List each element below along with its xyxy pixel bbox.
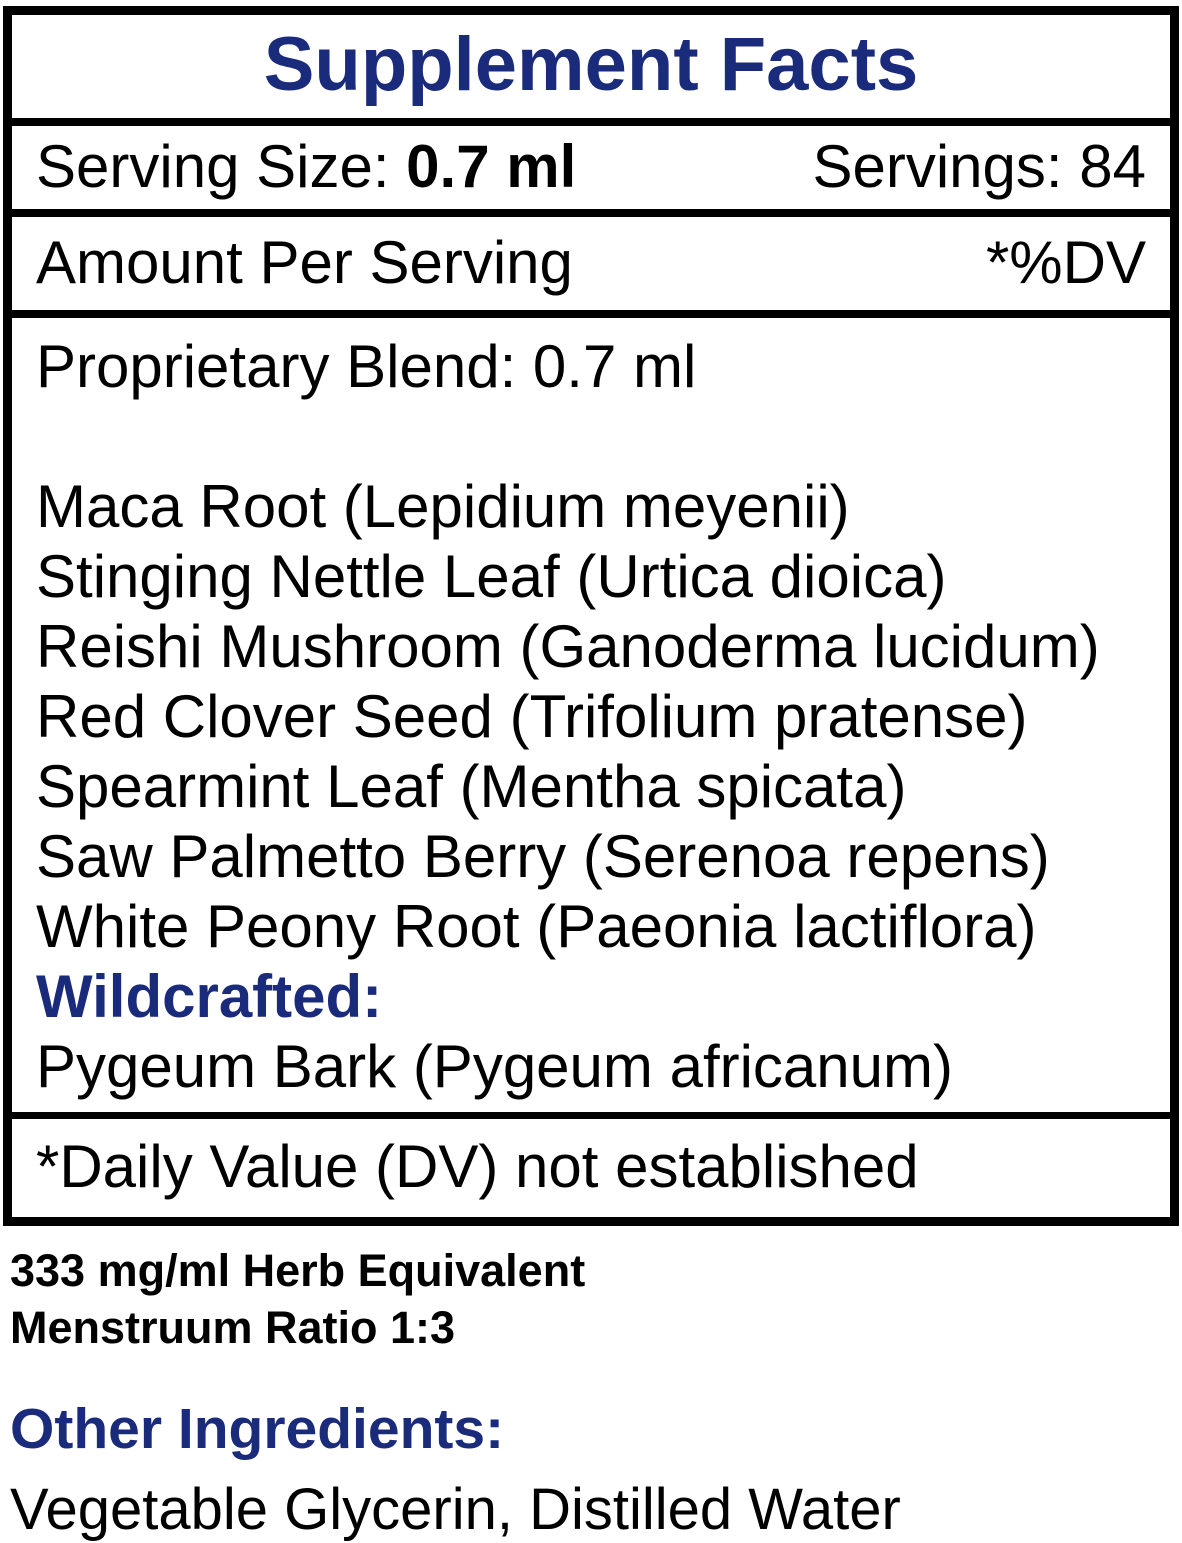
serving-size-value: 0.7 ml <box>406 133 577 200</box>
menstruum-ratio-note: Menstruum Ratio 1:3 <box>10 1302 456 1353</box>
ingredient-item: Spearmint Leaf (Mentha spicata) <box>36 753 907 820</box>
panel-title: Supplement Facts <box>263 22 919 107</box>
blend-title: Proprietary Blend: 0.7 ml <box>36 333 697 400</box>
daily-value-header: *%DV <box>985 229 1146 296</box>
amount-per-serving-row <box>12 217 1170 318</box>
ingredient-item: Maca Root (Lepidium meyenii) <box>36 473 850 540</box>
other-ingredients-heading: Other Ingredients: <box>10 1397 505 1461</box>
other-ingredients-list: Vegetable Glycerin, Distilled Water <box>10 1477 901 1542</box>
servings-count: Servings: 84 <box>812 133 1146 200</box>
serving-size-label: Serving Size: <box>36 133 390 200</box>
serving-row <box>12 126 1170 217</box>
spacer <box>36 402 1146 472</box>
panel-header <box>12 15 1170 126</box>
ingredient-item: Reishi Mushroom (Ganoderma lucidum) <box>36 613 1100 680</box>
herb-equivalent-note: 333 mg/ml Herb Equivalent <box>10 1245 586 1296</box>
daily-value-footnote: *Daily Value (DV) not established <box>36 1133 919 1200</box>
proprietary-blend-section <box>12 318 1170 1119</box>
wildcrafted-heading: Wildcrafted: <box>36 963 383 1030</box>
supplement-facts-panel <box>3 6 1179 1226</box>
wildcrafted-ingredient-item: Pygeum Bark (Pygeum africanum) <box>36 1033 953 1100</box>
ingredient-item: Stinging Nettle Leaf (Urtica dioica) <box>36 543 947 610</box>
below-panel-info <box>0 1226 1182 1543</box>
ingredient-item: Red Clover Seed (Trifolium pratense) <box>36 683 1028 750</box>
amount-per-serving-label: Amount Per Serving <box>36 229 573 296</box>
ingredient-item: White Peony Root (Paeonia lactiflora) <box>36 893 1037 960</box>
ingredient-item: Saw Palmetto Berry (Serenoa repens) <box>36 823 1050 890</box>
serving-size <box>36 132 576 201</box>
